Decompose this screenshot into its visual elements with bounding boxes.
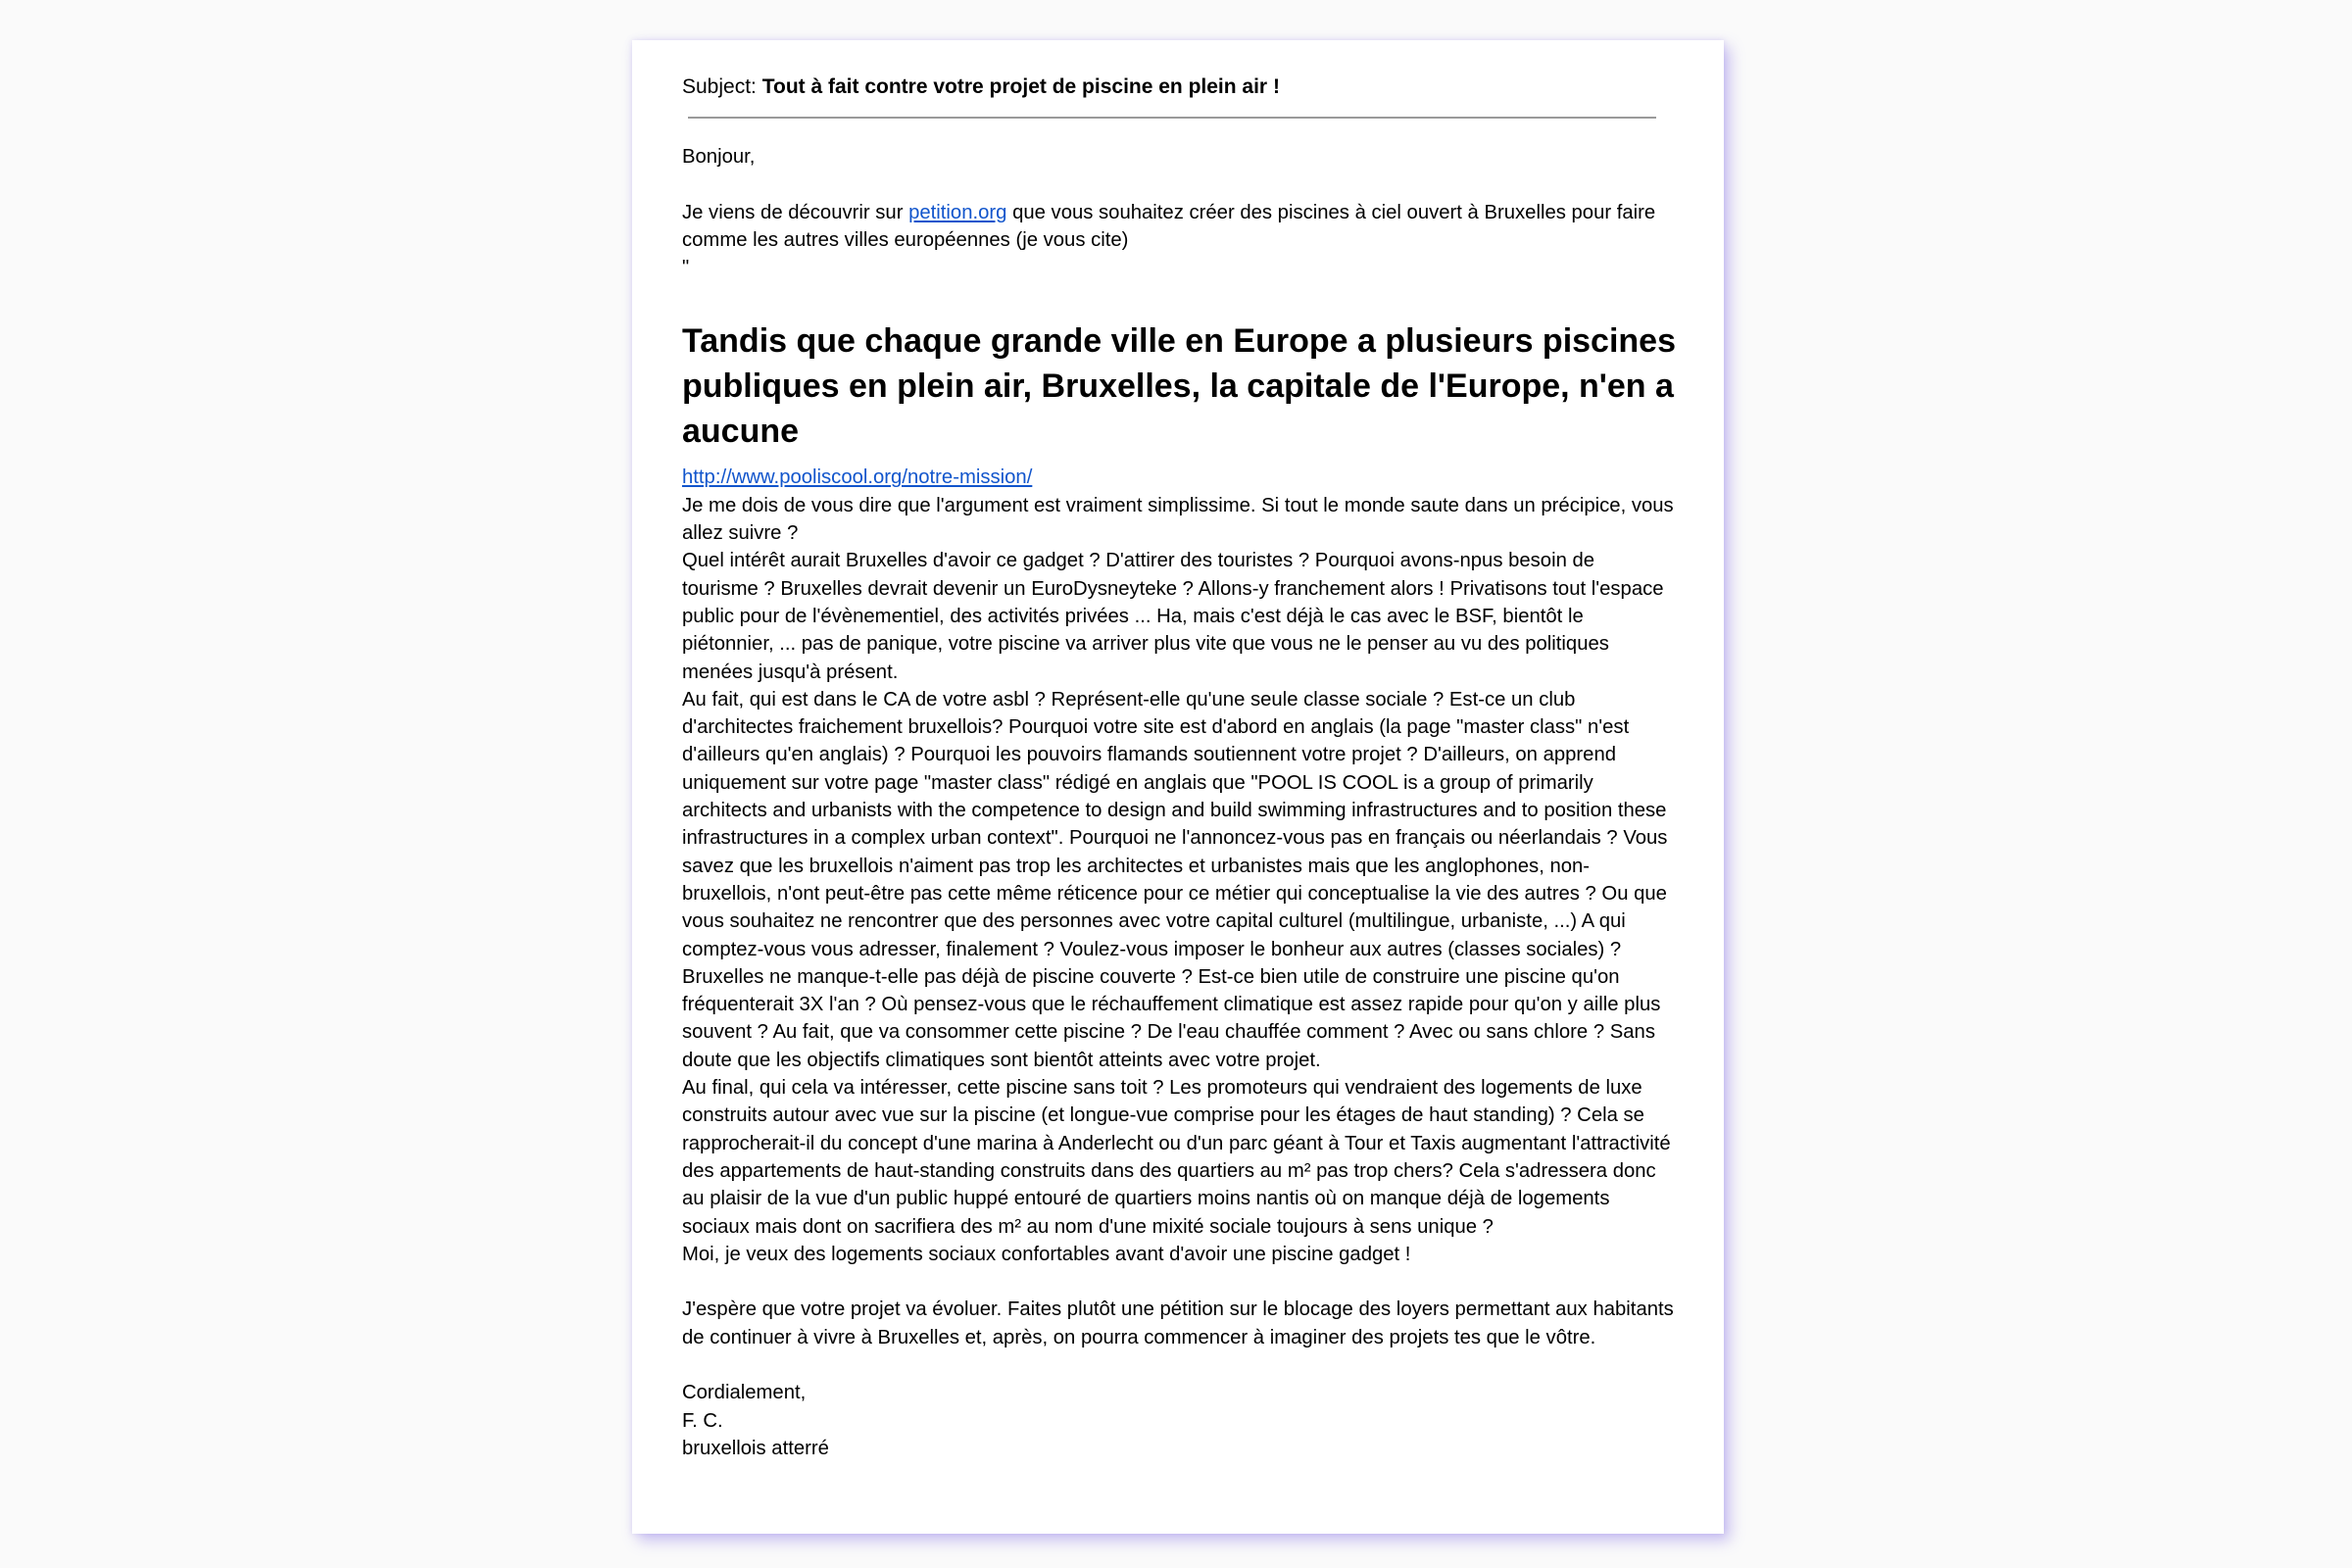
body-paragraph: Au fait, qui est dans le CA de votre asbl ? Représent-elle qu'une seule classe sociale ? Est-ce un club d'architectes fraichement bruxellois? Pourquoi votre site est d'abord en anglais (la page "master class" n'est d'ailleurs qu'en anglais) ? Pourquoi les pouvoirs flamands soutiennent votre projet ? D'ailleurs, on apprend uniquement sur votre page "master class" rédigé en anglais que "POOL IS COOL is a group of primarily architects and urbanists with the competence to design and build swimming infrastructures and to position these infrastructures in a complex urban context". Pourquoi ne l'annoncez-vous pas en français ou néerlandais ? Vous savez que les bruxellois n'aiment pas trop les architectes et urbanistes mais que les anglophones, non-bruxellois, n'ont peut-être pas cette même réticence pour ce métier qui conceptualise la vie des autres ? Ou que vous souhaitez ne rencontrer que des personnes avec votre capital culturel (multilingue, urbaniste, ...) A qui comptez-vous vous adresser, finalement ? Voulez-vous imposer le bonheur aux autres (classes sociales) ? Bruxelles ne manque-t-elle pas déjà de piscine couverte ? Est-ce bien utile de construire une piscine qu'on fréquenterait 3X l'an ? Où pensez-vous que le réchauffement climatique est assez rapide pour qu'on y aille plus souvent ? Au fait, que va consommer cette piscine ? De l'eau chauffée comment ? Avec ou sans chlore ? Sans doute que les objectifs climatiques sont bientôt atteints avec votre projet.	[682, 688, 1668, 1071]
blank-line	[682, 171, 1676, 198]
closing: Cordialement,	[682, 1382, 807, 1404]
body-paragraph: Quel intérêt aurait Bruxelles d'avoir ce gadget ? D'attirer des touristes ? Pourquoi avons-npus besoin de tourisme ? Bruxelles devrait devenir un EuroDysneyteke ? Allons-y franchement alors ! Privatisons tout l'espace public pour de l'évènementiel, des activités privées ... Ha, mais c'est déjà le cas avec le BSF, bientôt le piétonnier, ... pas de panique, votre piscine va arriver plus vite que vous ne le penser au vu des politiques menées jusqu'à présent.	[682, 550, 1664, 683]
quoted-heading: Tandis que chaque grande ville en Europe a plusieurs piscines publiques en plein air, Bruxelles, la capitale de l'Europe, n'en a aucune	[682, 322, 1676, 451]
email-page	[632, 40, 1724, 1534]
blank-line	[682, 1351, 1676, 1379]
subject-label: Subject:	[682, 75, 757, 98]
email-content	[682, 74, 1676, 1462]
body-paragraph: Moi, je veux des logements sociaux confortables avant d'avoir une piscine gadget !	[682, 1243, 1411, 1265]
quote-mark: "	[682, 257, 690, 279]
subject-text: Tout à fait contre votre projet de piscine en plein air !	[761, 75, 1280, 98]
intro-after-link: que vous souhaitez créer des piscines à ciel ouvert à Bruxelles pour faire comme les autres villes européennes (je vous cite)	[682, 201, 1656, 251]
petition-link[interactable]: petition.org	[908, 201, 1007, 223]
pooliscool-link[interactable]: http://www.pooliscool.org/notre-mission/	[682, 466, 1033, 489]
body-paragraph: Au final, qui cela va intéresser, cette piscine sans toit ? Les promoteurs qui vendraient des logements de luxe construits autour avec vue sur la piscine (et longue-vue comprise pour les étages de haut standing) ? Cela se rapprocherait-il du concept d'une marina à Anderlecht ou d'un parc géant à Tour et Taxis augmentant l'attractivité des appartements de haut-standing construits dans des quartiers au m² pas trop chers? Cela s'adressera donc au plaisir de la vue d'un public huppé entouré de quartiers moins nantis où on manque déjà de logements sociaux mais dont on sacrifiera des m² au nom d'une mixité sociale toujours à sens unique ?	[682, 1077, 1671, 1238]
signature-name: F. C.	[682, 1409, 723, 1432]
intro-before-link: Je viens de découvrir sur	[682, 201, 909, 223]
body-paragraph: Je me dois de vous dire que l'argument est vraiment simplissime. Si tout le monde saute dans un précipice, vous allez suivre ?	[682, 494, 1674, 545]
blank-line	[682, 1268, 1676, 1296]
greeting: Bonjour,	[682, 146, 756, 168]
hope-paragraph: J'espère que votre projet va évoluer. Faites plutôt une pétition sur le blocage des loyers permettant aux habitants de continuer à vivre à Bruxelles et, après, on pourra commencer à imaginer des projets tes que le vôtre.	[682, 1298, 1674, 1348]
header-divider	[688, 117, 1656, 119]
signature-title: bruxellois atterré	[682, 1437, 829, 1459]
email-subject-line	[682, 74, 1676, 101]
source-link-line	[682, 464, 1676, 491]
intro-paragraph	[682, 199, 1676, 255]
